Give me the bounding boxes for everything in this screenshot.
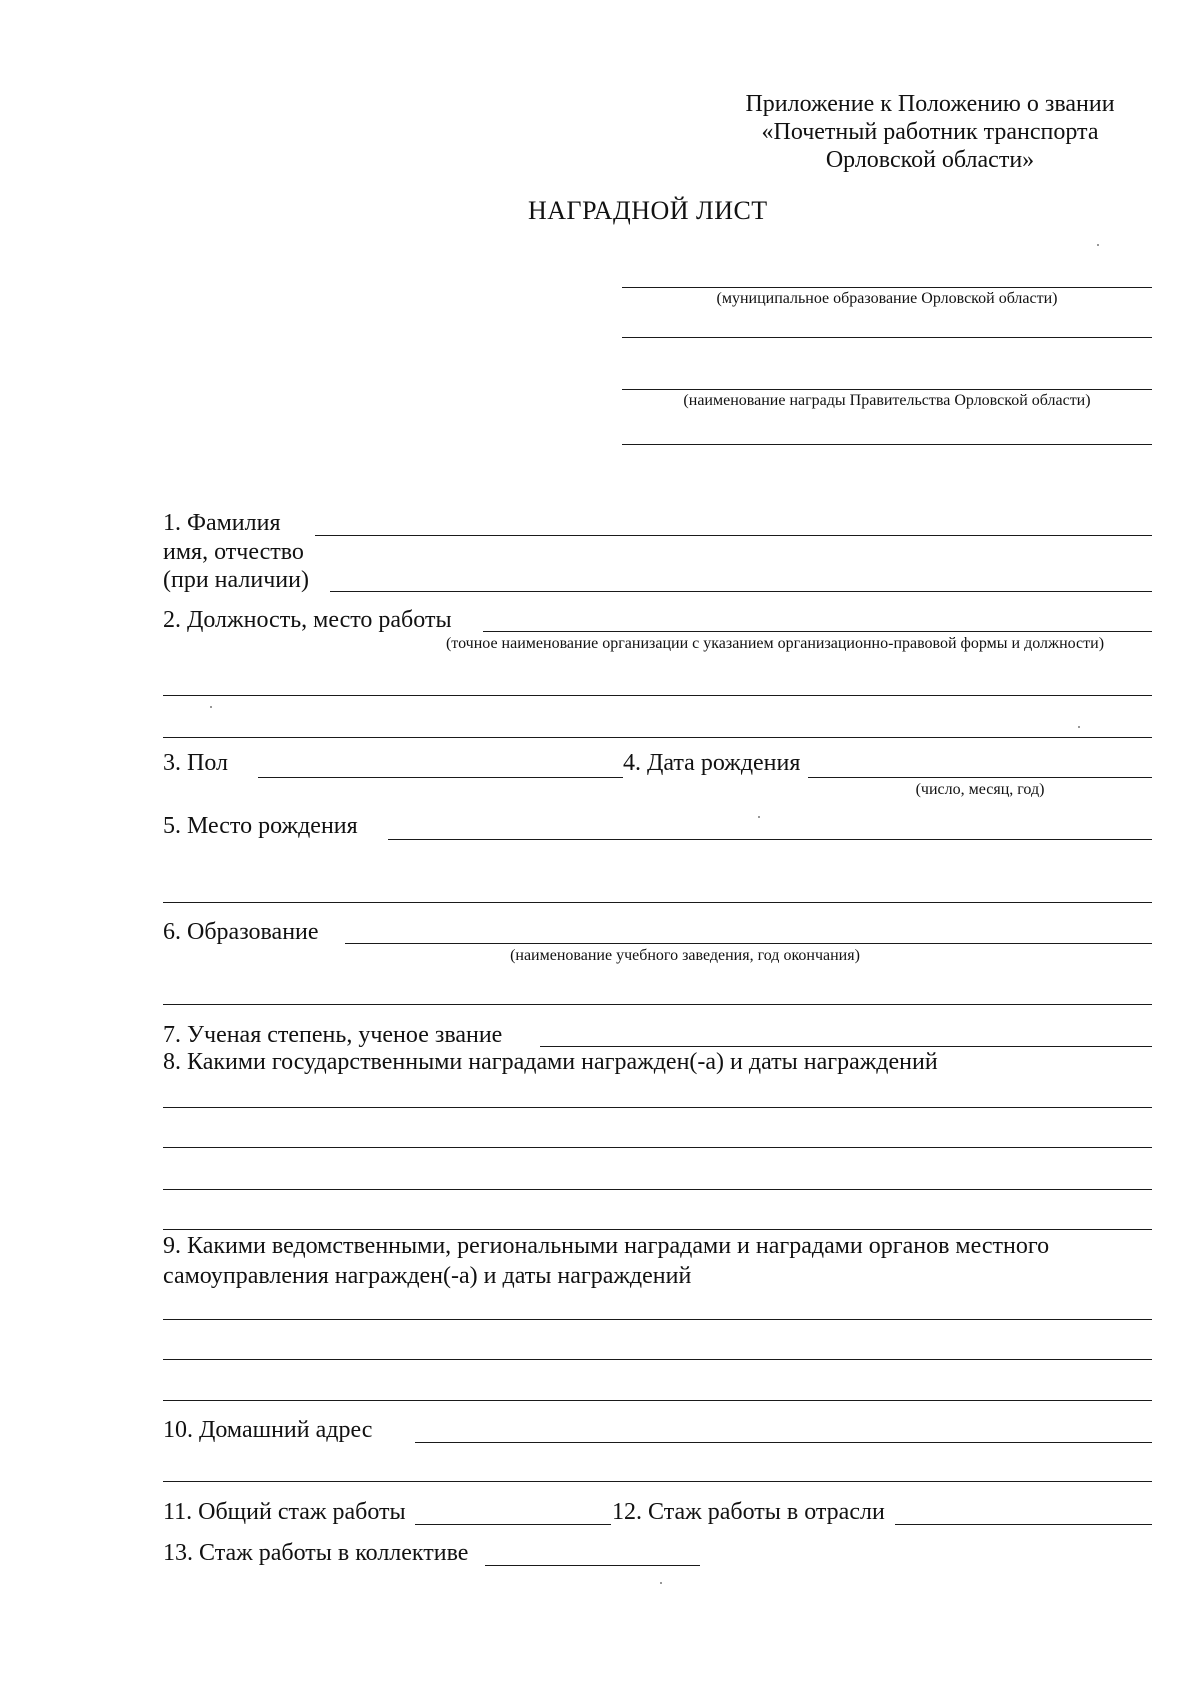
field-4-label: 4. Дата рождения	[623, 750, 801, 776]
home-address-line[interactable]	[415, 1442, 1152, 1443]
header-line-3: Орловской области»	[825, 147, 1035, 173]
academic-degree-line[interactable]	[540, 1046, 1152, 1047]
team-experience-line[interactable]	[485, 1565, 700, 1566]
field-5-label: 5. Место рождения	[163, 813, 358, 839]
scan-speck	[1097, 244, 1099, 246]
field-6-label: 6. Образование	[163, 919, 319, 945]
education-line[interactable]	[345, 943, 1152, 944]
header-line-2: «Почетный работник транспорта	[761, 119, 1099, 145]
birth-date-caption: (число, месяц, год)	[915, 781, 1045, 798]
municipality-line[interactable]	[622, 287, 1152, 288]
field-12-label: 12. Стаж работы в отрасли	[612, 1499, 885, 1525]
full-name-line[interactable]	[315, 535, 1152, 536]
award-name-line[interactable]	[622, 389, 1152, 390]
field-9-label-line-2: самоуправления награжден(-а) и даты награждений	[163, 1263, 692, 1289]
total-experience-line[interactable]	[415, 1524, 611, 1525]
regional-awards-line-3[interactable]	[163, 1400, 1152, 1401]
header-line-1: Приложение к Положению о звании	[745, 91, 1115, 117]
education-line-2[interactable]	[163, 1004, 1152, 1005]
field-7-label: 7. Ученая степень, ученое звание	[163, 1022, 503, 1048]
scan-speck	[210, 706, 212, 708]
organization-caption: (точное наименование организации с указанием организационно-правовой формы и должности)	[445, 635, 1105, 652]
birth-place-line-2[interactable]	[163, 902, 1152, 903]
field-13-label: 13. Стаж работы в коллективе	[163, 1540, 469, 1566]
field-3-label: 3. Пол	[163, 750, 228, 776]
state-awards-line-1[interactable]	[163, 1107, 1152, 1108]
birth-date-line[interactable]	[808, 777, 1152, 778]
scan-speck	[660, 1582, 662, 1584]
field-1-label-line-1: 1. Фамилия	[163, 510, 281, 536]
field-2-label: 2. Должность, место работы	[163, 607, 452, 633]
sex-line[interactable]	[258, 777, 623, 778]
award-name-caption: (наименование награды Правительства Орловской области)	[683, 392, 1091, 409]
state-awards-line-4[interactable]	[163, 1229, 1152, 1230]
regional-awards-line-2[interactable]	[163, 1359, 1152, 1360]
scan-speck	[758, 816, 760, 818]
municipality-caption: (муниципальное образование Орловской области)	[716, 290, 1058, 307]
regional-awards-line-1[interactable]	[163, 1319, 1152, 1320]
state-awards-line-3[interactable]	[163, 1189, 1152, 1190]
position-line-2[interactable]	[163, 695, 1152, 696]
municipality-line-2[interactable]	[622, 337, 1152, 338]
field-1-label-line-3: (при наличии)	[163, 567, 309, 593]
position-line[interactable]	[483, 631, 1152, 632]
field-11-label: 11. Общий стаж работы	[163, 1499, 406, 1525]
position-line-3[interactable]	[163, 737, 1152, 738]
state-awards-line-2[interactable]	[163, 1147, 1152, 1148]
home-address-line-2[interactable]	[163, 1481, 1152, 1482]
birth-place-line[interactable]	[388, 839, 1152, 840]
field-1-label-line-2: имя, отчество	[163, 539, 304, 565]
award-name-line-2[interactable]	[622, 444, 1152, 445]
scan-speck	[1078, 726, 1080, 728]
field-8-label: 8. Какими государственными наградами награжден(-а) и даты награждений	[163, 1049, 938, 1075]
industry-experience-line[interactable]	[895, 1524, 1152, 1525]
education-caption: (наименование учебного заведения, год окончания)	[510, 947, 860, 964]
field-9-label-line-1: 9. Какими ведомственными, региональными наградами и наградами органов местного	[163, 1233, 1050, 1259]
full-name-line-2[interactable]	[330, 591, 1152, 592]
field-10-label: 10. Домашний адрес	[163, 1417, 373, 1443]
document-title: НАГРАДНОЙ ЛИСТ	[528, 196, 768, 225]
